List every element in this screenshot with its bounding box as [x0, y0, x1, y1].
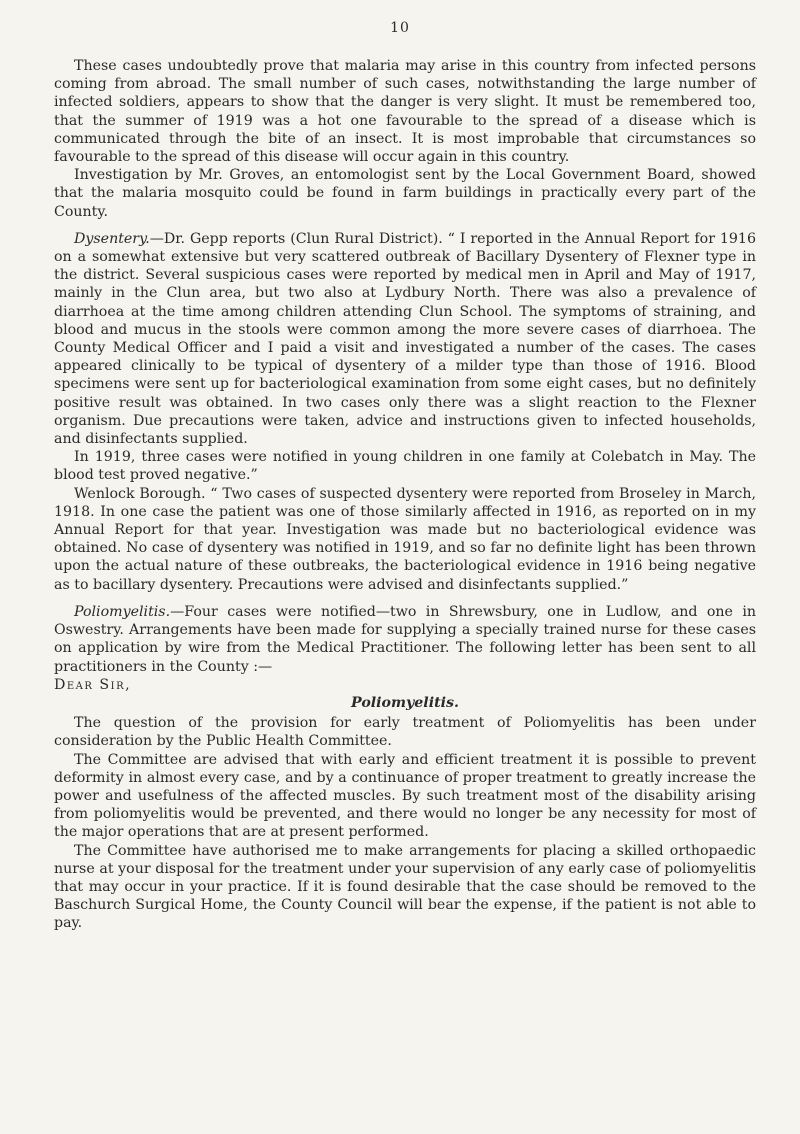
letter-paragraph-1: The question of the provision for early treatment of Poliomyelitis has been under consideration by the Public Health Committee.	[54, 715, 756, 750]
document-body	[54, 57, 756, 933]
paragraph-wenlock: Wenlock Borough. “ Two cases of suspected dysentery were reported from Broseley in March, 1918. In one case the patient was one of those similarly affected in 1916, as reported on in my Annual Report for that year. Investigation was made but no bacteriological evidence was obtained. No case of dysentery was notified in 1919, and so far no definite light has been thrown upon the actual nature of these outbreaks, the bacteriological evidence in 1916 being negative as to bacillary dysentery. Precautions were advised and disinfectants supplied.”	[54, 485, 756, 593]
letter-salutation: Dear Sir,	[54, 676, 132, 693]
dysentery-text: —Dr. Gepp reports (Clun Rural District). “ I reported in the Annual Report for 1916 on a somewhat extensive but very scattered outbreak of Bacillary Dysentery of Flexner type in the district. Several suspicious cases were reported by medical men in April and May of 1917, mainly in the Clun area, but two also at Lydbury North. There was also a prevalence of diarrhoea at the time among children attending Clun School. The symptoms of straining, and blood and mucus in the stools were common among the more severe cases of diarrhoea. The County Medical Officer and I paid a visit and investigated a number of the cases. The cases appeared clinically to be typical of dysentery of a milder type than those of 1916. Blood specimens were sent up for bacteriological examination from some eight cases, but no definitely positive result was obtained. In two cases only there was a slight reaction to the Flexner organism. Due precautions were taken, advice and instructions given to infected households, and disinfectants supplied.	[54, 230, 756, 448]
page-number: 10	[390, 20, 410, 36]
paragraph-colebatch: In 1919, three cases were notified in young children in one family at Colebatch in May. The blood test proved negative.”	[54, 449, 756, 484]
paragraph-malaria-cases: These cases undoubtedly prove that malaria may arise in this country from infected persons coming from abroad. The small number of such cases, notwithstanding the large number of infected soldiers, appears to show that the danger is very slight. It must be remembered too, that the summer of 1919 was a hot one favourable to the spread of a disease which is communicated through the bite of an insect. It is most improbable that circumstances so favourable to the spread of this disease will occur again in this country.	[54, 58, 756, 166]
paragraph-groves-investigation: Investigation by Mr. Groves, an entomologist sent by the Local Government Board, showed that the malaria mosquito could be found in farm buildings in practically every part of the County.	[54, 167, 756, 220]
paragraph-poliomyelitis	[54, 603, 756, 676]
poliomyelitis-text: —Four cases were notified—two in Shrewsbury, one in Ludlow, and one in Oswestry. Arrangements have been made for supplying a specially trained nurse for these cases on application by wire from the Medical Practitioner. The following letter has been sent to all practitioners in the County :—	[54, 603, 756, 675]
dysentery-heading: Dysentery.	[74, 230, 150, 247]
letter-paragraph-3: The Committee have authorised me to make arrangements for placing a skilled orthopaedic nurse at your disposal for the treatment under your supervision of any early case of poliomyelitis that may occur in your practice. If it is found desirable that the case should be removed to the Baschurch Surgical Home, the County Council will bear the expense, if the patient is not able to pay.	[54, 842, 756, 932]
letter-paragraph-2: The Committee are advised that with early and efficient treatment it is possible to prevent deformity in almost every case, and by a continuance of proper treatment to greatly increase the power and usefulness of the affected muscles. By such treatment most of the disability arising from poliomyelitis would be prevented, and there would no longer be any necessity for most of the major operations that are at present performed.	[54, 751, 756, 841]
paragraph-dysentery	[54, 230, 756, 448]
poliomyelitis-heading: Poliomyelitis.	[74, 603, 171, 620]
letter-title: Poliomyelitis.	[351, 694, 459, 711]
